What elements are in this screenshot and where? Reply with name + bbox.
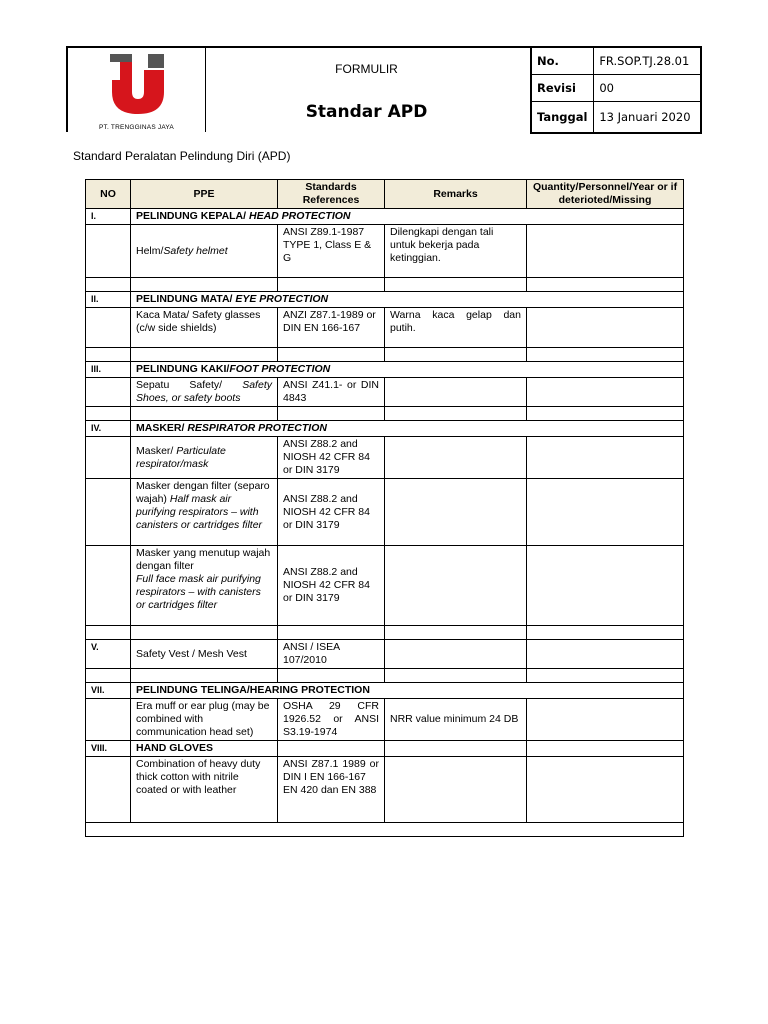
section-row (86, 421, 684, 437)
cell-ppe: Kaca Mata/ Safety glasses (c/w side shields) (131, 308, 278, 348)
col-header-remarks: Remarks (385, 180, 527, 209)
meta-key-revisi: Revisi (531, 75, 594, 102)
section-title: HAND GLOVES (131, 741, 278, 757)
cell-quantity (527, 437, 684, 479)
section-row (86, 292, 684, 308)
col-header-no: NO (86, 180, 131, 209)
cell-quantity (527, 479, 684, 546)
table-row (86, 437, 684, 479)
section-row (86, 683, 684, 699)
cell-ppe (131, 479, 278, 546)
section-title-en: FOOT PROTECTION (229, 363, 331, 375)
cell-quantity (527, 757, 684, 823)
section-title-en: HEAD PROTECTION (248, 210, 351, 222)
cell-standard: ANSI Z41.1- or DIN 4843 (278, 378, 385, 407)
cell-ppe (131, 378, 278, 407)
cell-standard: OSHA 29 CFR 1926.52 or ANSI S3.19-1974 (278, 699, 385, 741)
ppe-id: Helm/ (136, 244, 164, 257)
section-row (86, 741, 684, 757)
logo-area (66, 46, 206, 132)
cell-no (86, 699, 131, 741)
table-row (86, 479, 684, 546)
cell-no (86, 546, 131, 626)
cell-remarks (385, 757, 527, 823)
section-no: I. (86, 209, 131, 225)
cell-remarks (385, 378, 527, 407)
cell-remarks (385, 640, 527, 669)
col-header-quantity: Quantity/Personnel/Year or if deterioted/Missing (527, 180, 684, 209)
cell-remarks (385, 479, 527, 546)
section-title: PELINDUNG TELINGA/HEARING PROTECTION (131, 683, 684, 699)
section-no: III. (86, 362, 131, 378)
section-title (131, 421, 684, 437)
ppe-en: Safety helmet (163, 244, 228, 257)
cell-remarks: Dilengkapi dengan tali untuk bekerja pada ketinggian. (385, 225, 527, 278)
cell-no (86, 308, 131, 348)
section-title (131, 292, 684, 308)
cell-ppe: Safety Vest / Mesh Vest (131, 640, 278, 669)
ppe-id: Masker yang menutup wajah dengan filter (136, 547, 271, 572)
cell-standard: ANSI Z88.2 and NIOSH 42 CFR 84 or DIN 3179 (278, 479, 385, 546)
section-no: VIII. (86, 741, 131, 757)
company-logo (106, 52, 168, 114)
cell-ppe: Era muff or ear plug (may be combined with communication head set) (131, 699, 278, 741)
cell-no (86, 437, 131, 479)
document-meta-table (530, 46, 702, 134)
company-name: PT. TRENGGINAS JAYA (99, 124, 174, 131)
table-row (86, 546, 684, 626)
cell-ppe: Combination of heavy duty thick cotton with nitrile coated or with leather (131, 757, 278, 823)
ppe-en: Particulate respirator/mask (136, 444, 226, 470)
std-line-1: ANSI Z87.1 1989 or DIN I EN 166-167 (283, 758, 379, 783)
meta-value-tanggal: 13 Januari 2020 (594, 102, 701, 134)
apd-table (85, 179, 684, 837)
cell-standard: ANSI Z88.2 and NIOSH 42 CFR 84 or DIN 3179 (278, 546, 385, 626)
cell-standard: ANSI Z89.1-1987 TYPE 1, Class E & G (278, 225, 385, 278)
spacer-row (86, 348, 684, 362)
cell-standard: ANZI Z87.1-1989 or DIN EN 166-167 (278, 308, 385, 348)
cell-standard: ANSI / ISEA 107/2010 (278, 640, 385, 669)
spacer-row (86, 626, 684, 640)
cell-ppe (131, 546, 278, 626)
cell-ppe (131, 225, 278, 278)
section-no: V. (86, 640, 131, 669)
cell-quantity (527, 378, 684, 407)
spacer-row (86, 823, 684, 837)
cell-quantity (527, 640, 684, 669)
ppe-id: Masker/ (136, 444, 177, 457)
cell-quantity (527, 225, 684, 278)
cell-remarks: Warna kaca gelap dan putih. (385, 308, 527, 348)
section-title (131, 362, 684, 378)
title-area (203, 46, 530, 132)
spacer-row (86, 407, 684, 421)
ppe-id: Sepatu Safety/ (136, 379, 243, 391)
page-subtitle: Standard Peralatan Pelindung Diri (APD) (73, 149, 291, 163)
cell-remarks: NRR value minimum 24 DB (385, 699, 527, 741)
document-title: Standar APD (305, 102, 428, 122)
ppe-en: Half mask air purifying respirators – with canisters or cartridges filter (136, 493, 263, 531)
cell-no (86, 378, 131, 407)
section-title-id: PELINDUNG KEPALA/ (136, 210, 249, 222)
std-line-2: EN 420 dan EN 388 (283, 784, 377, 796)
cell-quantity (527, 546, 684, 626)
cell-ppe (131, 437, 278, 479)
section-title-en: EYE PROTECTION (235, 293, 329, 305)
ppe-en: Full face mask air purifying respirators – with canisters or cartridges filter (136, 573, 261, 611)
cell-quantity (527, 699, 684, 741)
form-label: FORMULIR (335, 62, 398, 76)
table-row (86, 640, 684, 669)
section-title-en: RESPIRATOR PROTECTION (187, 422, 327, 434)
col-header-standards: Standards References (278, 180, 385, 209)
section-title-id: MASKER/ (136, 422, 188, 434)
col-header-ppe: PPE (131, 180, 278, 209)
section-no: II. (86, 292, 131, 308)
table-row (86, 757, 684, 823)
section-title-id: PELINDUNG MATA/ (136, 293, 236, 305)
section-row (86, 209, 684, 225)
table-row (86, 225, 684, 278)
cell-no (86, 757, 131, 823)
section-no: IV. (86, 421, 131, 437)
cell-standard (278, 757, 385, 823)
section-title (131, 209, 684, 225)
table-row (86, 308, 684, 348)
cell-remarks (385, 546, 527, 626)
section-title-id: PELINDUNG KAKI/ (136, 363, 230, 375)
meta-value-no: FR.SOP.TJ.28.01 (594, 47, 701, 75)
document-header (66, 46, 702, 132)
cell-no (86, 479, 131, 546)
cell-no (86, 225, 131, 278)
ppe-id: Masker dengan filter (separo wajah) (136, 480, 270, 505)
table-row (86, 699, 684, 741)
spacer-row (86, 278, 684, 292)
meta-key-no: No. (531, 47, 594, 75)
ppe-en: Safety Shoes, or safety boots (136, 379, 272, 404)
section-no: VII. (86, 683, 131, 699)
table-row (86, 378, 684, 407)
cell-remarks (385, 437, 527, 479)
spacer-row (86, 669, 684, 683)
cell-standard: ANSI Z88.2 and NIOSH 42 CFR 84 or DIN 3179 (278, 437, 385, 479)
section-row (86, 362, 684, 378)
meta-value-revisi: 00 (594, 75, 701, 102)
meta-key-tanggal: Tanggal (531, 102, 594, 134)
cell-quantity (527, 308, 684, 348)
